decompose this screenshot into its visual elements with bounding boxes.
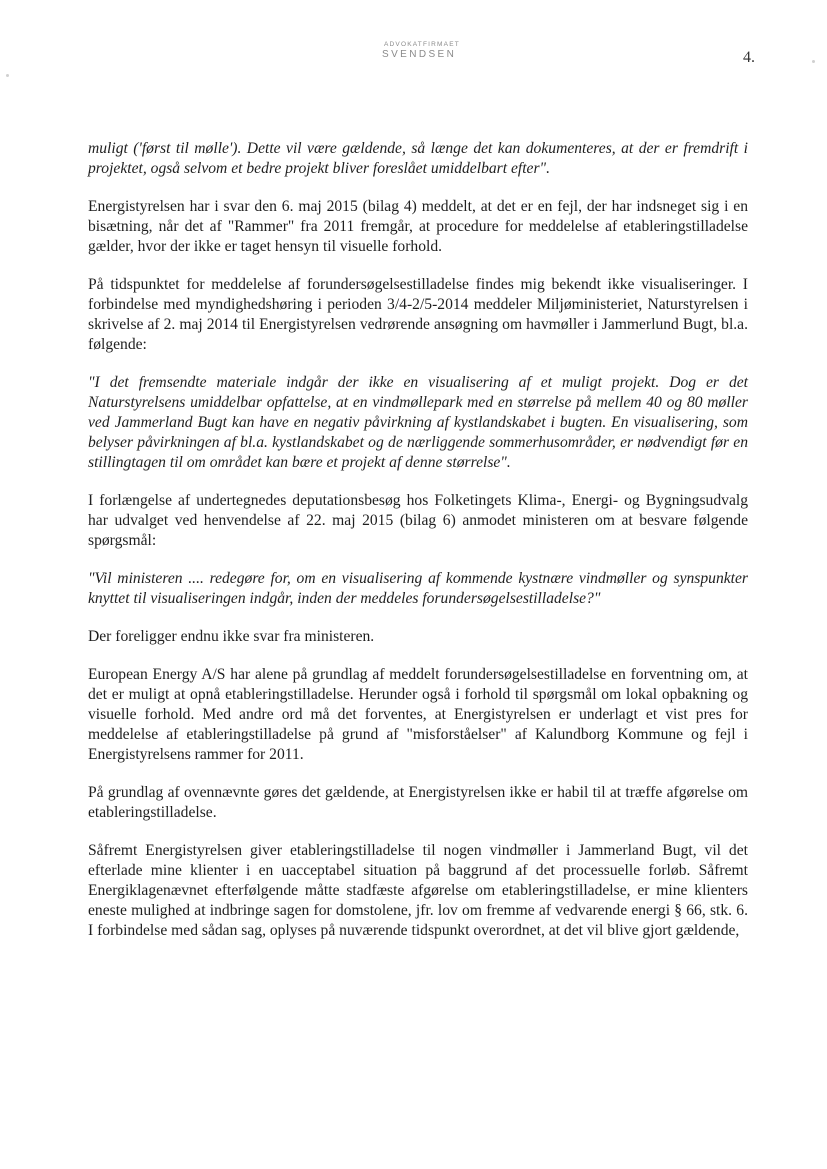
page-number: 4.: [743, 49, 755, 66]
body-paragraph-7: Såfremt Energistyrelsen giver etableringstilladelse til nogen vindmøller i Jammerland Bugt, vil det efterlade mine klienter i en uacceptabel situation på baggrund af det processuelle forløb. Såfremt Energiklagenævnet efterfølgende måtte stadfæste afgørelse om etableringstilladelse, er mine klienters eneste mulighed at indbringe sagen for domstolene, jfr. lov om fremme af vedvarende energi § 66, stk. 6. I forbindelse med sådan sag, oplyses på nuværende tidspunkt overordnet, at det vil blive gjort gældende,: [88, 842, 748, 939]
body-paragraph-1: Energistyrelsen har i svar den 6. maj 2015 (bilag 4) meddelt, at det er en fejl, der har indsneget sig i en bisætning, når det af "Rammer" fra 2011 fremgår, at procedure for meddelelse af etableringstilladelse gælder, hvor der ikke er taget hensyn til visuelle forhold.: [88, 198, 748, 255]
letterhead: [360, 40, 470, 61]
quote-paragraph-3: "Vil ministeren .... redegøre for, om en visualisering af kommende kystnære vindmøller og synspunkter knyttet til visualiseringen indgår, inden der meddeles forundersøgelsestilladelse?": [88, 570, 748, 607]
letterhead-firm-type: ADVOKATFIRMAET: [384, 41, 460, 48]
body-paragraph-3: I forlængelse af undertegnedes deputationsbesøg hos Folketingets Klima-, Energi- og Bygningsudvalg har udvalget ved henvendelse af 22. maj 2015 (bilag 6) anmodet ministeren om at besvare følgende spørgsmål:: [88, 492, 748, 549]
body-paragraph-5: European Energy A/S har alene på grundlag af meddelt forundersøgelsestilladelse en forventning om, at det er muligt at opnå etableringstilladelse. Herunder også i forhold til spørgsmål om lokal opbakning og visuelle forhold. Med andre ord må det forventes, at Energistyrelsen er underlagt et vist pres for meddelelse af etableringstilladelse på grund af "misforståelser" af Kalundborg Kommune og fejl i Energistyrelsens rammer for 2011.: [88, 666, 748, 763]
quote-paragraph-2: "I det fremsendte materiale indgår der ikke en visualisering af et muligt projekt. Dog er det Naturstyrelsens umiddelbar opfattelse, at en vindmøllepark med en størrelse på mellem 40 og 80 møller ved Jammerland Bugt kan have en negativ påvirkning af kystlandskabet i bugten. En visualisering, som belyser påvirkningen af bl.a. kystlandskabet og de nærliggende sommerhusområder, er nødvendigt før en stillingtagen til om området kan bære et projekt af denne størrelse".: [88, 374, 748, 471]
scan-mark: [6, 74, 9, 77]
quote-paragraph-1: muligt ('først til mølle'). Dette vil være gældende, så længe det kan dokumenteres, at der er fremdrift i projektet, også selvom et bedre projekt bliver foreslået umiddelbart efter".: [88, 140, 748, 177]
body-paragraph-2: På tidspunktet for meddelelse af forundersøgelsestilladelse findes mig bekendt ikke visualiseringer. I forbindelse med myndighedshøring i perioden 3/4-2/5-2014 meddeler Miljøministeriet, Naturstyrelsen i skrivelse af 2. maj 2014 til Energistyrelsen vedrørende ansøgning om havmøller i Jammerlund Bugt, bl.a. følgende:: [88, 276, 748, 353]
letter-body: [88, 139, 748, 941]
body-paragraph-4: Der foreligger endnu ikke svar fra ministeren.: [88, 628, 375, 645]
letterhead-firm-name: SVENDSEN: [382, 49, 457, 60]
scan-mark: [812, 60, 815, 63]
body-paragraph-6: På grundlag af ovennævnte gøres det gældende, at Energistyrelsen ikke er habil til at træffe afgørelse om etableringstilladelse.: [88, 784, 748, 821]
